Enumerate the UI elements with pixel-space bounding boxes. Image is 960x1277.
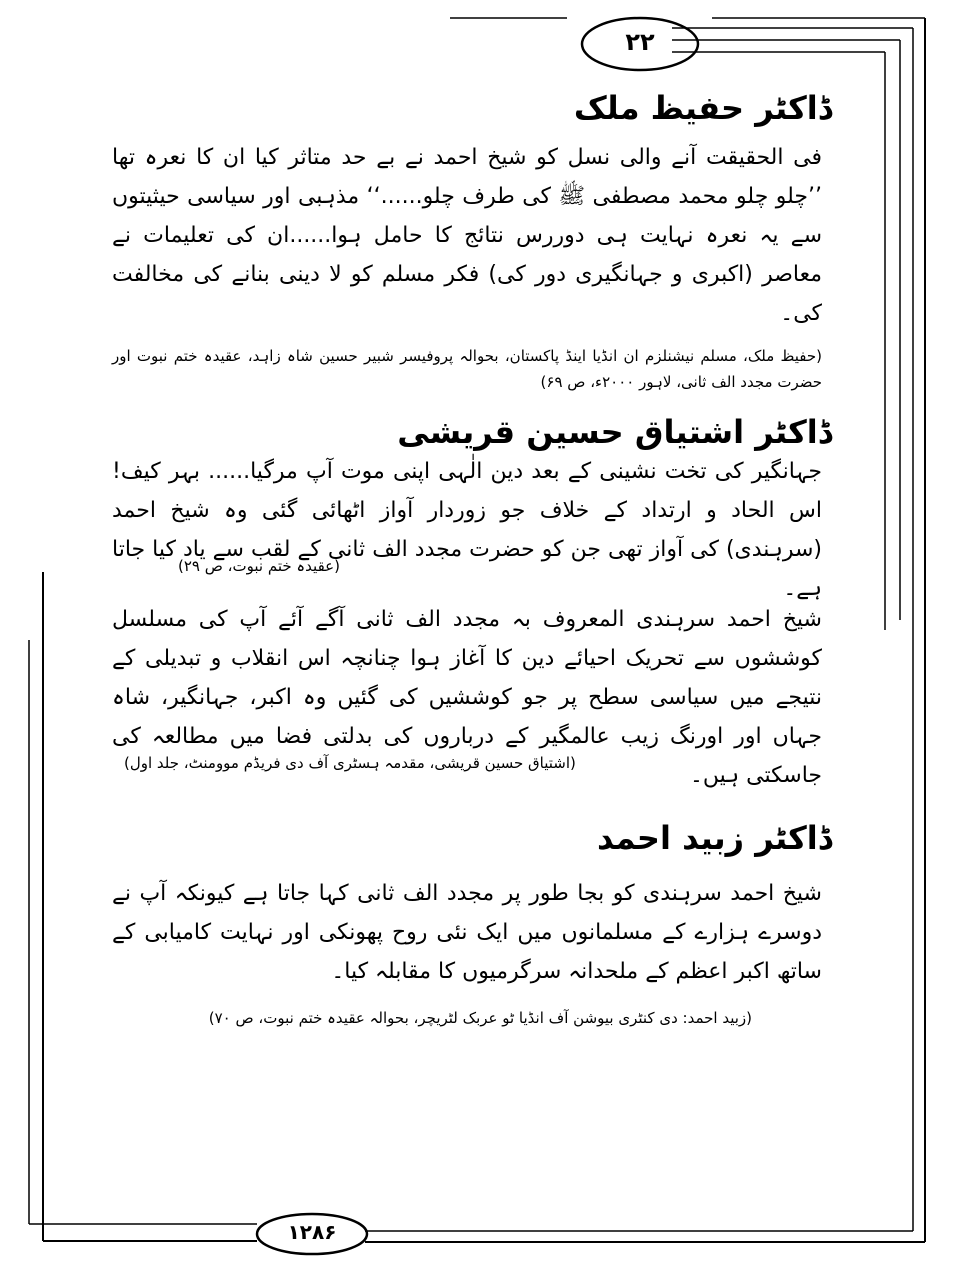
section-2-body-1: جہانگیر کی تخت نشینی کے بعد دین الٰہی اپنی موت آپ مرگیا...... بہر کیف! اس الحاد و ارتداد کے خلاف جو زوردار آواز اٹھائی گئی وہ شیخ احمد (سرہندی) کی آواز تھی جن کو حضرت مجدد الف ثانی کے لقب سے یاد کیا جاتا ہے۔ (112, 459, 822, 601)
section-2-reference-1: (عقیدہ ختم نبوت، ص ۲۹) (178, 557, 340, 575)
section-1-reference: (حفیظ ملک، مسلم نیشنلزم ان انڈیا اینڈ پاکستان، بحوالہ پروفیسر شبیر حسین شاہ زاہد، عقیدہ ختم نبوت اور حضرت مجدد الف ثانی، لاہور ۲۰۰۰ء، ص ۶۹) (112, 347, 822, 391)
page-number-top: ۲۲ (625, 28, 655, 56)
section-1-text (112, 138, 822, 395)
section-3-text (112, 874, 822, 1031)
section-2-reference-2: (اشتیاق حسین قریشی، مقدمہ ہسٹری آف دی فریڈم موومنٹ، جلد اول) (124, 754, 576, 772)
section-2-body-2: شیخ احمد سرہندی المعروف بہ مجدد الف ثانی آگے آئے آپ کی مسلسل کوششوں سے تحریک احیائے دین کا آغاز ہوا چنانچہ اس انقلاب و تبدیلی کے نتیجے میں سیاسی سطح پر جو کوششیں کی گئیں وہ اکبر، جہانگیر، شاہ جہاں اور اورنگ زیب عالمگیر کے درباروں کی بدلتی فضا میں مطالعہ کی جاسکتی ہیں۔ (112, 607, 822, 788)
section-heading-zubaid-ahmad: ڈاکٹر زبید احمد (596, 819, 832, 857)
section-3-body: شیخ احمد سرہندی کو بجا طور پر مجدد الف ثانی کہا جاتا ہے کیونکہ آپ نے دوسرے ہزارے کے مسلمانوں میں ایک نئی روح پھونکی اور نہایت کامیابی کے ساتھ اکبر اعظم کے ملحدانہ سرگرمیوں کا مقابلہ کیا۔ (112, 881, 822, 984)
section-1-body: فی الحقیقت آنے والی نسل کو شیخ احمد نے بے حد متاثر کیا ان کا نعرہ تھا ’’چلو چلو محمد مصطفی ﷺ کی طرف چلو......‘‘ مذہبی اور سیاسی حیثیتوں سے یہ نعرہ نہایت ہی دوررس نتائج کا حامل ہوا......ان کی تعلیمات نے معاصر (اکبری و جہانگیری دور کی) فکر مسلم کو لا دینی بنانے کی مخالفت کی۔ (112, 145, 822, 326)
section-2-text-a (112, 452, 822, 608)
section-3-reference: (زبید احمد: دی کنٹری بیوشن آف انڈیا ٹو عربک لٹریچر، بحوالہ عقیدہ ختم نبوت، ص ۷۰) (208, 1009, 752, 1027)
section-heading-hafeez-malik: ڈاکٹر حفیظ ملک (573, 89, 832, 127)
page-number-bottom: ۱۲۸۶ (287, 1220, 337, 1244)
section-heading-ishtiaq-hussain-qureshi: ڈاکٹر اشتیاق حسین قریشی (397, 413, 832, 451)
